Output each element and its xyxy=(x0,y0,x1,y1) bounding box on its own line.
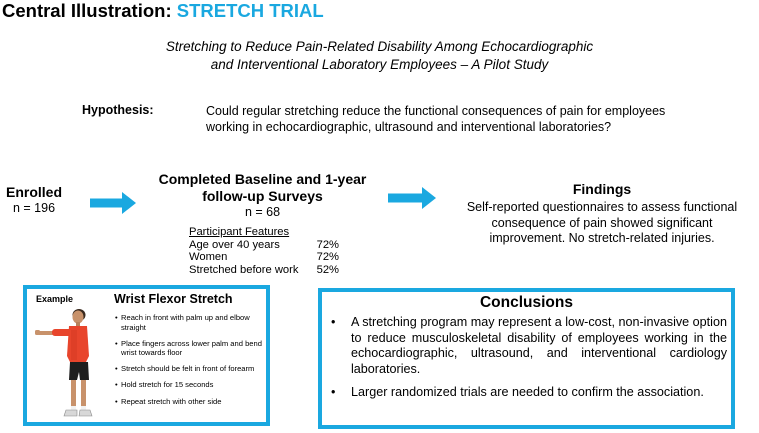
stretch-step: • Stretch should be felt in front of forearm xyxy=(115,364,267,374)
flow-arrow-2-icon xyxy=(388,187,436,209)
title-label: Central Illustration: xyxy=(2,0,177,21)
stretch-step: • Place fingers across lower palm and bend wrist towards floor xyxy=(115,339,267,358)
completed-title-line-1: Completed Baseline and 1-year xyxy=(158,171,367,187)
feature-label: Stretched before work xyxy=(189,263,299,276)
findings-title: Findings xyxy=(572,181,632,197)
feature-row xyxy=(189,239,339,252)
enrolled-count: n = 196 xyxy=(12,201,56,215)
feature-value: 72% xyxy=(316,238,339,251)
subtitle-line-1: Stretching to Reduce Pain-Related Disability Among Echocardiographic xyxy=(165,39,594,54)
stretch-step: • Reach in front with palm up and elbow straight xyxy=(115,313,267,332)
stretching-person-icon xyxy=(33,306,111,420)
example-panel xyxy=(23,285,270,426)
illustration-title xyxy=(2,0,324,22)
conclusions-title: Conclusions xyxy=(479,294,573,311)
conclusion-item: • A stretching program may represent a low-cost, non-invasive option to reduce musculoskeletal disability of employees working in the echocardiographic, ultrasound, and interventional cardiology laboratories. xyxy=(329,315,727,378)
findings-text: Self-reported questionnaires to assess functional consequence of pain showed significant improvement. No stretch-related injuries. xyxy=(466,200,738,245)
conclusions-panel xyxy=(318,288,735,429)
stretch-steps xyxy=(115,313,267,413)
feature-row xyxy=(189,264,339,277)
feature-value: 72% xyxy=(316,251,339,264)
example-label: Example xyxy=(36,294,74,304)
stretch-step: • Repeat stretch with other side xyxy=(115,397,267,407)
subtitle-line-2: and Interventional Laboratory Employees – A Pilot Study xyxy=(210,57,549,72)
study-subtitle xyxy=(0,38,759,74)
title-highlight: STRETCH TRIAL xyxy=(176,0,324,21)
completed-block xyxy=(150,171,375,219)
completed-title-line-2: follow-up Surveys xyxy=(202,187,323,204)
feature-label: Women xyxy=(189,251,228,264)
feature-label: Age over 40 years xyxy=(189,238,280,251)
flow-arrow-1-icon xyxy=(90,192,136,214)
participant-features xyxy=(189,226,339,276)
completed-count: n = 68 xyxy=(244,205,281,219)
findings-block xyxy=(452,181,752,247)
enrolled-block xyxy=(4,184,64,215)
stretch-title: Wrist Flexor Stretch xyxy=(114,292,233,306)
hypothesis-text: Could regular stretching reduce the functional consequences of pain for employees working in echocardiographic, ultrasound and interventional laboratories? xyxy=(206,104,666,134)
conclusion-item: • Larger randomized trials are needed to confirm the association. xyxy=(329,385,727,401)
feature-row xyxy=(189,251,339,264)
stretch-step: • Hold stretch for 15 seconds xyxy=(115,380,267,390)
conclusions-list xyxy=(329,315,727,408)
hypothesis-label: Hypothesis: xyxy=(82,103,154,117)
enrolled-title: Enrolled xyxy=(5,184,62,200)
feature-value: 52% xyxy=(316,263,339,276)
features-header: Participant Features xyxy=(189,226,290,238)
